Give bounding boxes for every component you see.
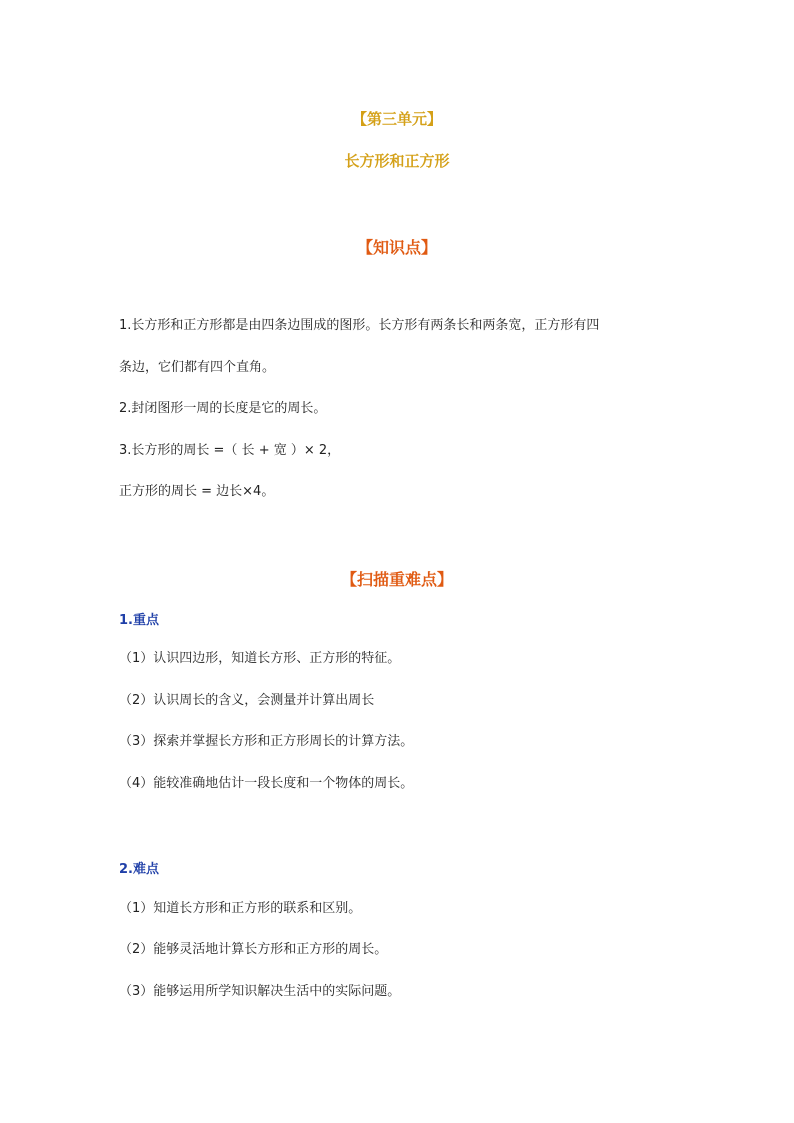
knowledge-line: 正方形的周长 = 边长×4。 bbox=[119, 484, 275, 499]
key-point-item: （4）能较准确地估计一段长度和一个物体的周长。 bbox=[119, 776, 414, 791]
knowledge-line: 3.长方形的周长 =（ 长 + 宽 ）× 2， bbox=[119, 443, 341, 458]
key-point-item: （3）探索并掌握长方形和正方形周长的计算方法。 bbox=[119, 734, 414, 749]
key-points-title: 1.重点 bbox=[119, 613, 159, 628]
hard-point-item: （3）能够运用所学知识解决生活中的实际问题。 bbox=[119, 984, 401, 999]
knowledge-line: 1.长方形和正方形都是由四条边围成的图形。长方形有两条长和两条宽，正方形有四 bbox=[119, 318, 600, 333]
unit-title: 长方形和正方形 bbox=[344, 152, 450, 170]
unit-label: 【第三单元】 bbox=[351, 110, 442, 128]
hard-point-item: （2）能够灵活地计算长方形和正方形的周长。 bbox=[119, 942, 388, 957]
difficulties-heading: 【扫描重难点】 bbox=[340, 570, 453, 589]
knowledge-line: 条边，它们都有四个直角。 bbox=[119, 360, 276, 375]
knowledge-heading: 【知识点】 bbox=[356, 238, 437, 257]
key-point-item: （2）认识周长的含义，会测量并计算出周长 bbox=[119, 693, 375, 708]
hard-point-item: （1）知道长方形和正方形的联系和区别。 bbox=[119, 901, 362, 916]
knowledge-line: 2.封闭图形一周的长度是它的周长。 bbox=[119, 401, 327, 416]
key-point-item: （1）认识四边形，知道长方形、正方形的特征。 bbox=[119, 651, 401, 666]
hard-points-title: 2.难点 bbox=[119, 862, 159, 877]
